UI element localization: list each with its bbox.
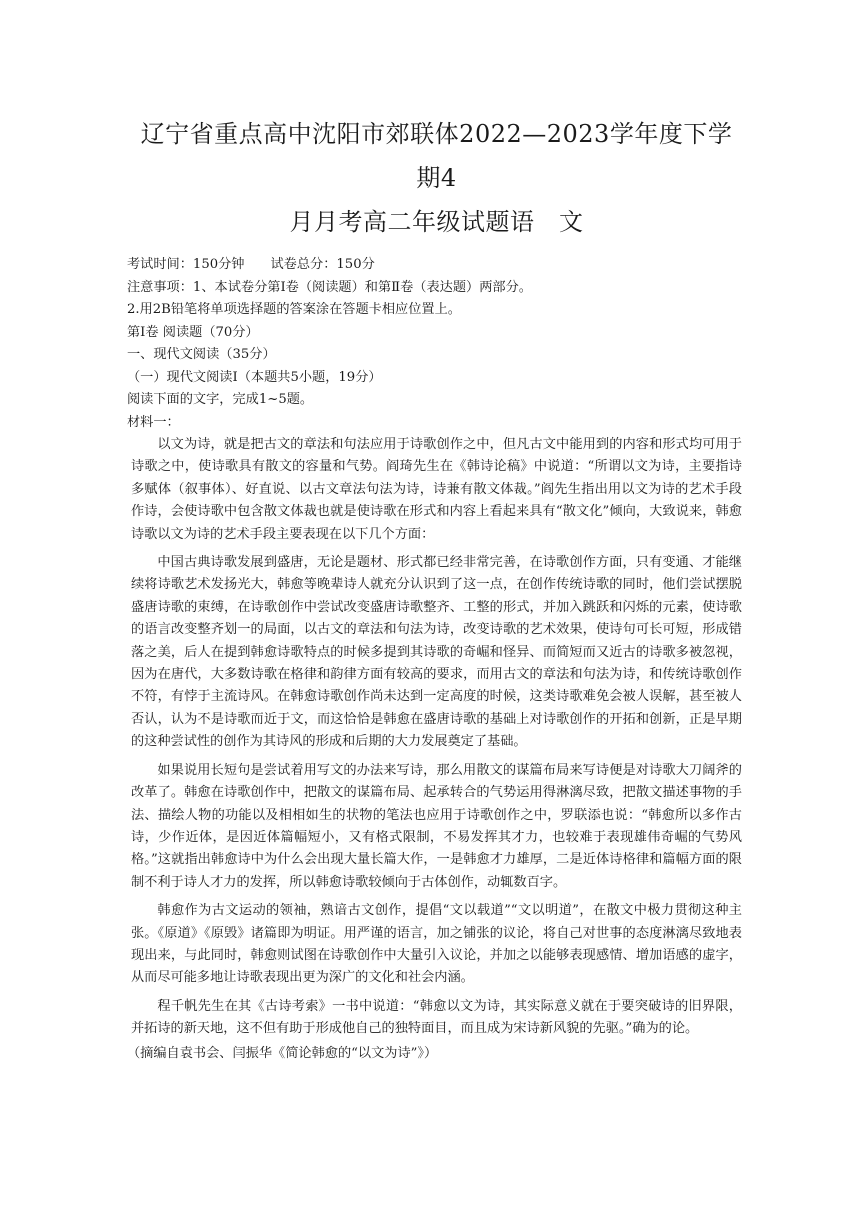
title-line-2: 月月考高二年级试题语 文 [289, 208, 584, 236]
source-citation: （摘编自袁书会、闫振华《简论韩愈的“以文为诗”》） [127, 1045, 438, 1061]
paragraph: 韩愈作为古文运动的领袖，熟谙古文创作，提倡“文以载道”“文以明道”，在散文中极力贯彻这种主张。《原道》《原毁》诸篇即为明证。用严谨的语言，加之铺张的议论，将自己对世事的态度淋漓尽致地表现出来，与此同时，韩愈则试图在诗歌创作中大量引入议论，并加之以能够表现感情、增加语感的虚字，从而尽可能多地让诗歌表现出更为深广的文化和社会内涵。 [131, 903, 742, 986]
exam-info [127, 254, 742, 434]
notice-2: 2.用2B铅笔将单项选择题的答案涂在答题卡相应位置上。 [127, 302, 461, 317]
paragraph: 如果说用长短句是尝试着用写文的办法来写诗，那么用散文的谋篇布局来写诗便是对诗歌大刀阔斧的改革了。韩愈在诗歌创作中，把散文的谋篇布局、起承转合的气势运用得淋漓尽致，把散文描述事物的手法、描绘人物的功能以及相相如生的状物的笔法也应用于诗歌创作之中，罗联添也说：“韩愈所以多作古诗，少作近体，是因近体篇幅短小，又有格式限制，不易发挥其才力，也较难于表现雄伟奇崛的气势风格。”这就指出韩愈诗中为什么会出现大量长篇大作，一是韩愈才力雄厚，二是近体诗格律和篇幅方面的限制不利于诗人才力的发挥，所以韩愈诗歌较倾向于古体创作，动辄数百字。 [131, 762, 742, 890]
material-label: 材料一： [127, 414, 180, 430]
material-one-text [131, 434, 742, 1041]
subsection-heading: （一）现代文阅读Ⅰ（本题共5小题，19分） [127, 369, 382, 385]
part-heading: 第Ⅰ卷 阅读题（70分） [127, 324, 259, 340]
paragraph: 中国古典诗歌发展到盛唐，无论是题材、形式都已经非常完善，在诗歌创作方面，只有变通、才能继续将诗歌艺术发扬光大，韩愈等晚辈诗人就充分认识到了这一点，在创作传统诗歌的同时，他们尝试摆脱盛唐诗歌的束缚，在诗歌创作中尝试改变盛唐诗歌整齐、工整的形式，并加入跳跃和闪烁的元素，使诗歌的语言改变整齐划一的局面，以古文的章法和句法为诗，改变诗歌的艺术效果，使诗句可长可短，形成错落之美，后人在提到韩愈诗歌特点的时候多提到其诗歌的奇崛和怪异、而简短而又近古的诗歌多被忽视，因为在唐代，大多数诗歌在格律和韵律方面有较高的要求，而用古文的章法和句法为诗，和传统诗歌创作不符，有悖于主流诗风。在韩愈诗歌创作尚未达到一定高度的时候，这类诗歌难免会被人误解，甚至被人否认，认为不是诗歌而近于文，而这恰恰是韩愈在盛唐诗歌的基础上对诗歌创作的开拓和创新，正是早期的这种尝试性的创作为其诗风的形成和后期的大力发展奠定了基础。 [131, 555, 742, 750]
notice-1: 注意事项：1、本试卷分第Ⅰ卷（阅读题）和第Ⅱ卷（表达题）两部分。 [127, 279, 532, 295]
time-score-line [127, 254, 742, 277]
total-score: 试卷总分：150分 [270, 257, 375, 272]
title-line-1: 辽宁省重点高中沈阳市郊联体2022—2023学年度下学期4 [140, 120, 733, 192]
reading-instruction: 阅读下面的文字，完成1~5题。 [127, 392, 314, 407]
page-title [131, 0, 742, 244]
exam-time: 考试时间：150分钟 [127, 257, 245, 272]
section-heading: 一、现代文阅读（35分） [127, 347, 276, 362]
paragraph: 程千帆先生在其《古诗考索》一书中说道：“韩愈以文为诗，其实际意义就在于要突破诗的旧界限，并拓诗的新天地，这不但有助于形成他自己的独特面目，而且成为宋诗新风貌的先驱。”确为的论。 [131, 998, 742, 1037]
paragraph: 以文为诗，就是把古文的章法和句法应用于诗歌创作之中，但凡古文中能用到的内容和形式均可用于诗歌之中，使诗歌具有散文的容量和气势。阎琦先生在《韩诗论稿》中说道：“所谓以文为诗，主要指诗多赋体（叙事体）、好直说、以古文章法句法为诗，诗兼有散文体裁。”阎先生指出用以文为诗的艺术手段作诗，会使诗歌中包含散文体裁也就是使诗歌在形式和内容上看起来具有“散文化”倾向，大致说来，韩愈诗歌以文为诗的艺术手段主要表现在以下几个方面： [131, 437, 742, 542]
